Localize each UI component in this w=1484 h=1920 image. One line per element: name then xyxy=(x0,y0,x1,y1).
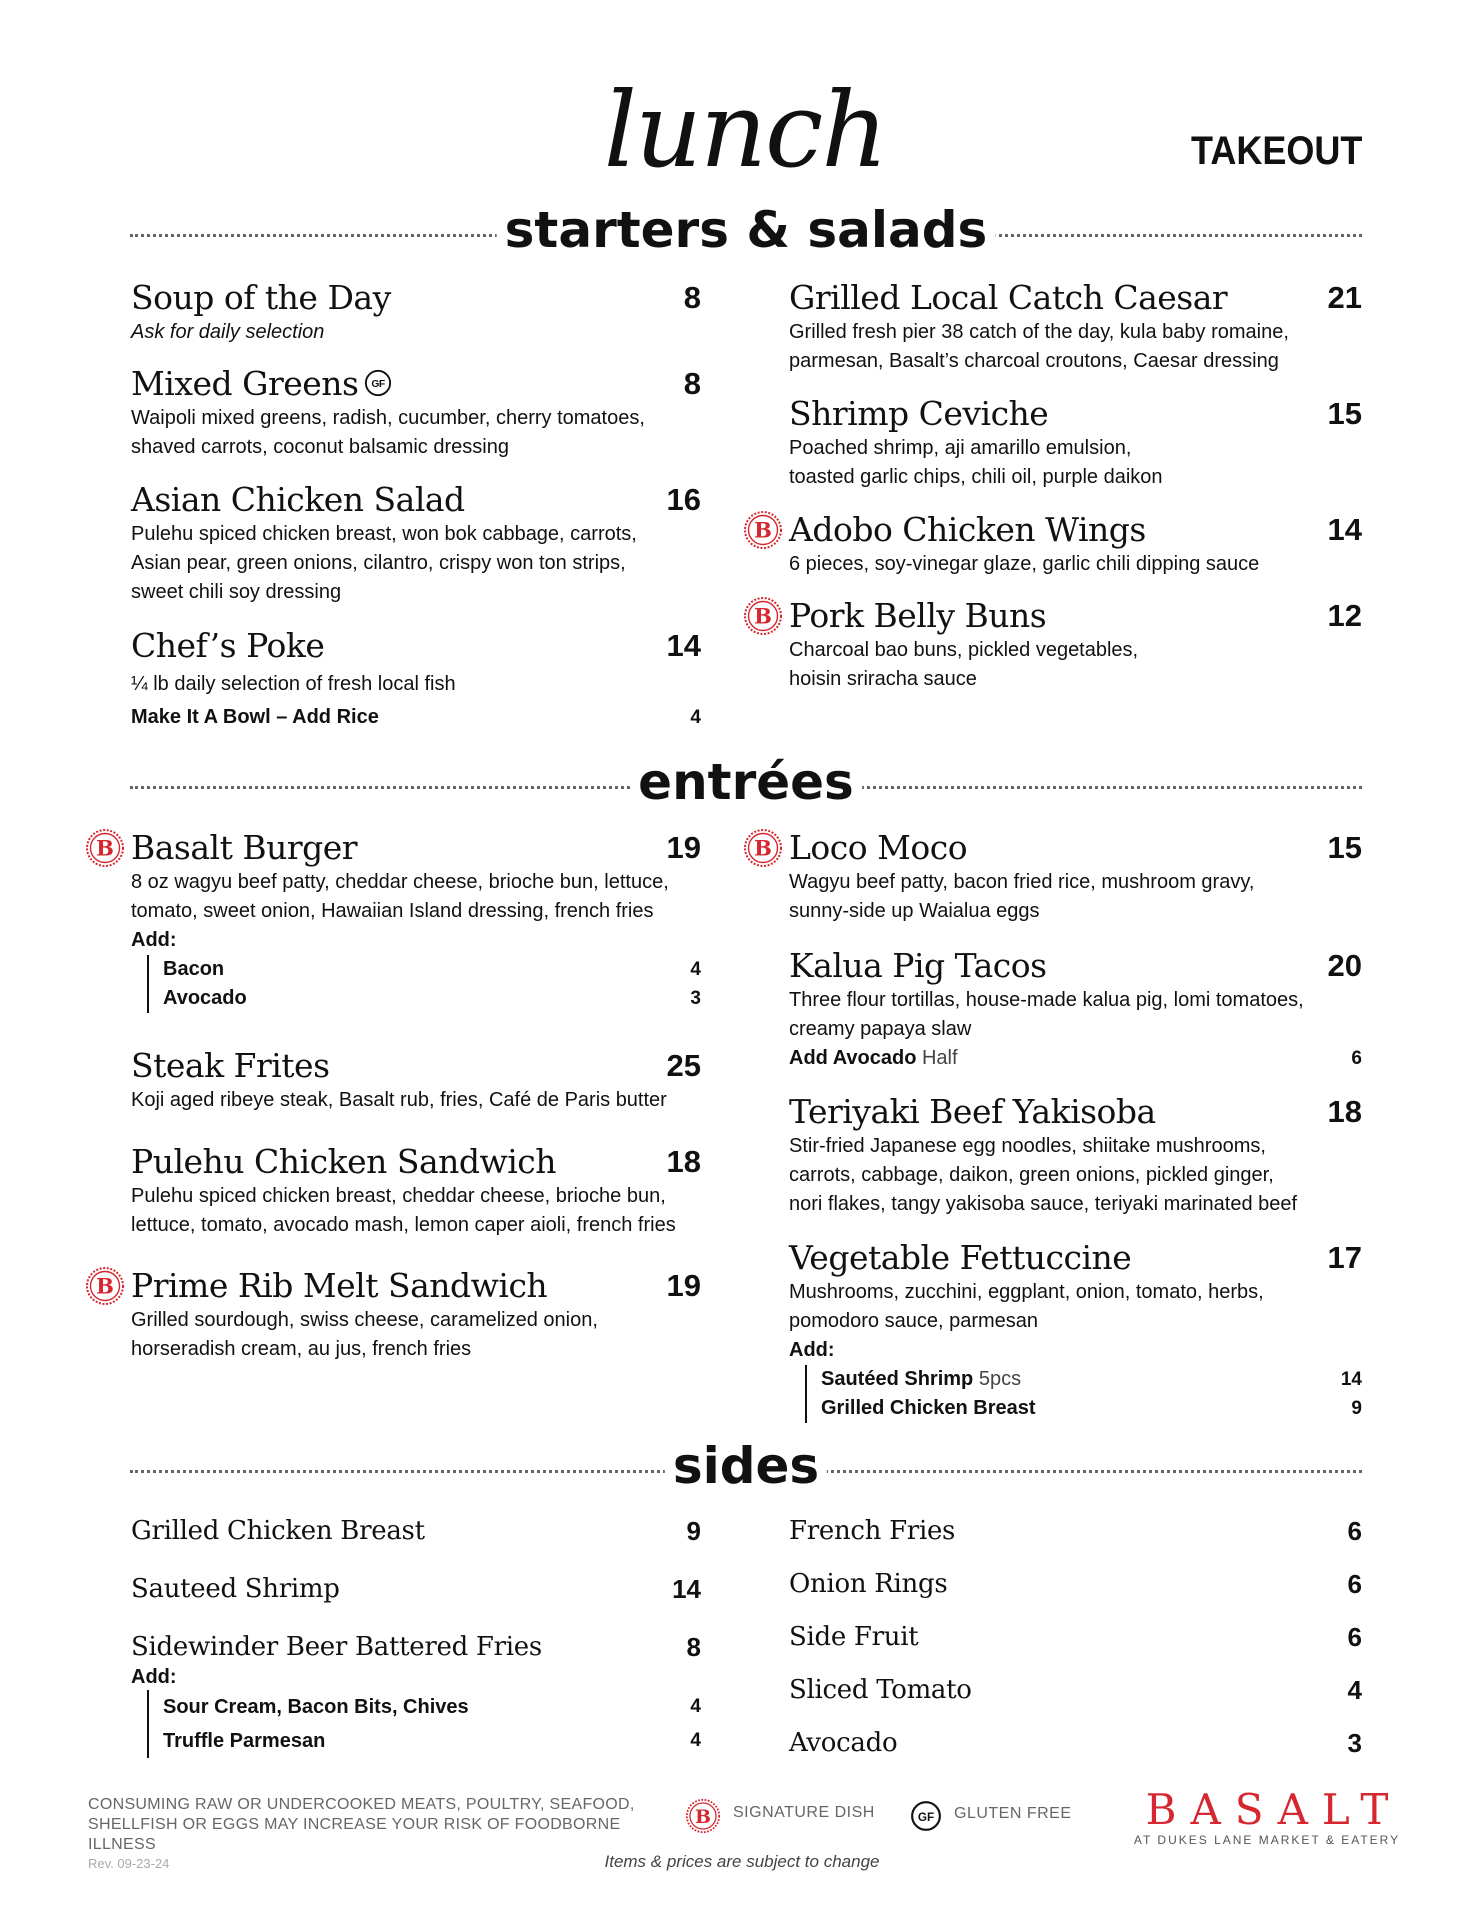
signature-b-badge-icon xyxy=(743,510,783,550)
item-desc-line: Pulehu spiced chicken breast, cheddar cheese, brioche bun, xyxy=(131,1185,666,1207)
addon-row: Avocado 3 xyxy=(163,987,701,1009)
side-item xyxy=(789,1726,1362,1760)
menu-item-pulehu-chicken-sandwich xyxy=(131,1142,701,1240)
side-price: 6 xyxy=(1347,1569,1362,1599)
takeout-label: TAKEOUT xyxy=(1190,129,1362,173)
item-name: Adobo Chicken Wings xyxy=(789,510,1146,549)
page-title: lunch xyxy=(603,69,887,191)
addon-price: 4 xyxy=(690,707,701,728)
side-name: Sliced Tomato xyxy=(789,1675,972,1705)
item-desc-line: pomodoro sauce, parmesan xyxy=(789,1310,1039,1332)
item-price: 17 xyxy=(1327,1240,1362,1275)
side-item xyxy=(789,1567,1362,1601)
menu-item-caesar xyxy=(789,278,1362,376)
add-label: Add: xyxy=(131,1666,177,1688)
item-desc-line: sunny-side up Waialua eggs xyxy=(789,900,1040,922)
legend-label: SIGNATURE DISH xyxy=(733,1804,875,1821)
side-price: 8 xyxy=(686,1632,701,1662)
menu-item-kalua-pig-tacos xyxy=(789,946,1362,1073)
item-desc: Ask for daily selection xyxy=(131,321,325,343)
brand-subtitle: AT DUKES LANE MARKET & EATERY xyxy=(1133,1833,1401,1847)
brand-name: BASALT xyxy=(1145,1785,1403,1834)
item-desc-line: lettuce, tomato, avocado mash, lemon caper aioli, french fries xyxy=(131,1214,676,1236)
side-name: Sauteed Shrimp xyxy=(131,1574,340,1604)
item-price: 14 xyxy=(666,628,701,663)
side-price: 14 xyxy=(672,1574,701,1604)
item-name: Soup of the Day xyxy=(131,278,391,317)
item-desc: Koji aged ribeye steak, Basalt rub, fries, Café de Paris butter xyxy=(131,1089,667,1111)
item-desc-line: carrots, cabbage, daikon, green onions, pickled ginger, xyxy=(789,1164,1274,1186)
item-name-row xyxy=(131,364,701,404)
side-price: 6 xyxy=(1347,1622,1362,1652)
item-desc-line: hoisin sriracha sauce xyxy=(789,668,977,690)
item-desc-line: 8 oz wagyu beef patty, cheddar cheese, brioche bun, lettuce, xyxy=(131,871,669,893)
menu-item-adobo-wings xyxy=(789,510,1362,579)
item-desc-line: Mushrooms, zucchini, eggplant, onion, tomato, herbs, xyxy=(789,1281,1264,1303)
price-disclaimer: Items & prices are subject to change xyxy=(604,1852,880,1871)
item-price: 16 xyxy=(666,482,701,517)
item-desc: ¼ lb daily selection of fresh local fish xyxy=(131,673,456,695)
item-name: Loco Moco xyxy=(789,828,968,867)
section-header-entrees xyxy=(130,752,1362,812)
signature-b-badge-icon xyxy=(743,596,783,636)
item-desc-line: Wagyu beef patty, bacon fried rice, mushroom gravy, xyxy=(789,871,1255,893)
item-name: Pork Belly Buns xyxy=(789,596,1047,635)
item-desc-line: sweet chili soy dressing xyxy=(131,581,342,603)
brand-logo xyxy=(1132,1785,1403,1848)
item-price: 15 xyxy=(1327,830,1362,865)
side-item xyxy=(131,1572,701,1606)
side-name: Sidewinder Beer Battered Fries xyxy=(131,1632,542,1662)
addon-row: Grilled Chicken Breast 9 xyxy=(821,1397,1362,1419)
item-desc-line: creamy papaya slaw xyxy=(789,1018,972,1040)
item-name: Chef’s Poke xyxy=(131,626,325,665)
item-desc-line: Waipoli mixed greens, radish, cucumber, cherry tomatoes, xyxy=(131,407,645,429)
item-name: Mixed Greens xyxy=(131,364,359,403)
gluten-free-icon xyxy=(364,369,392,397)
item-desc-line: shaved carrots, coconut balsamic dressing xyxy=(131,436,509,458)
menu-item-shrimp-ceviche xyxy=(789,394,1362,492)
section-title: starters & salads xyxy=(497,200,996,260)
item-desc: 6 pieces, soy-vinegar glaze, garlic chili dipping sauce xyxy=(789,553,1260,575)
item-name: Asian Chicken Salad xyxy=(131,480,465,519)
signature-b-badge-icon xyxy=(85,828,125,868)
item-desc-line: tomato, sweet onion, Hawaiian Island dressing, french fries xyxy=(131,900,654,922)
item-desc-line: Grilled fresh pier 38 catch of the day, kula baby romaine, xyxy=(789,321,1289,343)
item-price: 20 xyxy=(1327,948,1362,983)
fettuccine-addons xyxy=(805,1365,1362,1423)
add-label: Add: xyxy=(131,929,177,951)
section-title: entrées xyxy=(630,752,862,812)
item-desc-line: Asian pear, green onions, cilantro, crispy won ton strips, xyxy=(131,552,626,574)
item-name: Kalua Pig Tacos xyxy=(789,946,1047,985)
add-label: Add: xyxy=(789,1339,835,1361)
signature-b-badge-icon xyxy=(685,1798,721,1834)
addon-row: Sour Cream, Bacon Bits, Chives 4 xyxy=(163,1696,701,1718)
item-name: Pulehu Chicken Sandwich xyxy=(131,1142,557,1181)
menu-item-pork-belly-buns xyxy=(789,596,1362,694)
item-price: 15 xyxy=(1327,396,1362,431)
side-item xyxy=(131,1514,701,1548)
item-name: Steak Frites xyxy=(131,1046,330,1085)
menu-item-chefs-poke xyxy=(131,626,701,732)
addon-row: Bacon 4 xyxy=(163,958,701,980)
side-name: Avocado xyxy=(789,1728,898,1758)
item-price: 14 xyxy=(1327,512,1362,547)
side-price: 6 xyxy=(1347,1516,1362,1546)
item-name: Grilled Local Catch Caesar xyxy=(789,278,1228,317)
menu-item-basalt-burger xyxy=(131,828,701,1013)
item-desc-line: toasted garlic chips, chili oil, purple daikon xyxy=(789,466,1163,488)
item-desc-line: Three flour tortillas, house-made kalua pig, lomi tomatoes, xyxy=(789,989,1304,1011)
side-price: 9 xyxy=(686,1516,701,1546)
item-name: Teriyaki Beef Yakisoba xyxy=(789,1092,1156,1131)
side-item xyxy=(789,1514,1362,1548)
item-desc-line: Grilled sourdough, swiss cheese, caramelized onion, xyxy=(131,1309,598,1331)
item-price: 19 xyxy=(666,830,701,865)
side-name: Onion Rings xyxy=(789,1569,948,1599)
side-price: 3 xyxy=(1347,1728,1362,1758)
item-price: 8 xyxy=(683,366,701,401)
side-name: Grilled Chicken Breast xyxy=(131,1516,425,1546)
revision-date: Rev. 09-23-24 xyxy=(88,1856,170,1871)
side-price: 4 xyxy=(1347,1675,1362,1705)
menu-item-steak-frites xyxy=(131,1046,701,1115)
menu-item-soup xyxy=(131,278,701,347)
side-item-sidewinder-fries xyxy=(131,1630,701,1758)
item-name: Vegetable Fettuccine xyxy=(789,1238,1132,1277)
item-price: 12 xyxy=(1327,598,1362,633)
section-header-starters xyxy=(130,200,1362,260)
item-name: Prime Rib Melt Sandwich xyxy=(131,1266,548,1305)
item-price: 8 xyxy=(683,280,701,315)
legend-label: GLUTEN FREE xyxy=(954,1805,1072,1822)
item-desc-line: Stir-fried Japanese egg noodles, shiitake mushrooms, xyxy=(789,1135,1266,1157)
item-desc-line: Charcoal bao buns, pickled vegetables, xyxy=(789,639,1139,661)
item-price: 25 xyxy=(666,1048,701,1083)
menu-item-prime-rib-melt xyxy=(131,1266,701,1364)
menu-item-teriyaki-yakisoba xyxy=(789,1092,1362,1219)
item-price: 18 xyxy=(666,1144,701,1179)
tacos-avocado-addon: Add Avocado Half 6 xyxy=(789,1047,1362,1069)
item-price: 21 xyxy=(1327,280,1362,315)
menu-item-vegetable-fettuccine xyxy=(789,1238,1362,1423)
gluten-free-icon xyxy=(910,1800,942,1832)
item-name: Basalt Burger xyxy=(131,828,358,867)
signature-b-badge-icon xyxy=(743,828,783,868)
item-desc-line: Poached shrimp, aji amarillo emulsion, xyxy=(789,437,1132,459)
side-item xyxy=(789,1673,1362,1707)
menu-item-asian-chicken-salad xyxy=(131,480,701,607)
item-name: Shrimp Ceviche xyxy=(789,394,1049,433)
side-name: Side Fruit xyxy=(789,1622,919,1652)
fries-addons xyxy=(147,1690,701,1758)
burger-addons xyxy=(147,955,701,1013)
addon-row: Truffle Parmesan 4 xyxy=(163,1730,701,1752)
section-title: sides xyxy=(665,1436,827,1496)
side-item xyxy=(789,1620,1362,1654)
item-price: 18 xyxy=(1327,1094,1362,1129)
side-name: French Fries xyxy=(789,1516,956,1546)
menu-item-loco-moco xyxy=(789,828,1362,926)
item-desc-line: nori flakes, tangy yakisoba sauce, teriyaki marinated beef xyxy=(789,1193,1298,1215)
item-price: 19 xyxy=(666,1268,701,1303)
item-desc-line: horseradish cream, au jus, french fries xyxy=(131,1338,472,1360)
section-header-sides xyxy=(130,1436,1362,1496)
poke-bowl-addon xyxy=(131,703,701,732)
addon-row: Sautéed Shrimp 5pcs 14 xyxy=(821,1368,1362,1390)
menu-item-mixed-greens xyxy=(131,364,701,462)
foodborne-warning: CONSUMING RAW OR UNDERCOOKED MEATS, POULTRY, SEAFOOD, SHELLFISH OR EGGS MAY INCREASE YOUR RISK OF FOODBORNE ILLNESS xyxy=(88,1796,635,1853)
signature-b-badge-icon xyxy=(85,1266,125,1306)
item-desc-line: Pulehu spiced chicken breast, won bok cabbage, carrots, xyxy=(131,523,637,545)
addon-label: Make It A Bowl – Add Rice xyxy=(131,706,379,728)
item-desc-line: parmesan, Basalt’s charcoal croutons, Caesar dressing xyxy=(789,350,1279,372)
